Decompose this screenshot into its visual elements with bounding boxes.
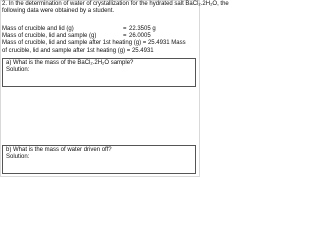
- question-line-1: 2. In the determination of water of crystallization for the hydrated salt BaCl₂.2H₂O, the: [2, 1, 229, 7]
- answer-box-part-a: [2, 58, 196, 87]
- data-row-crucible-lid-sample: [2, 33, 196, 40]
- data-row-label: of crucible, lid and sample after 1st heating (g): [2, 47, 126, 54]
- part-a-solution-label: Solution:: [6, 67, 30, 74]
- data-row-crucible-lid: [2, 26, 196, 33]
- part-b-solution-label: Solution:: [6, 154, 30, 161]
- data-row-value: 25.4931 Mass: [147, 40, 186, 47]
- data-row-after-first-heating: [2, 40, 196, 47]
- part-a-question: a) What is the mass of the BaCl₂.2H₂O sample?: [6, 60, 134, 66]
- data-row-value: 25.4931: [131, 47, 154, 54]
- question-line-2: following data were obtained by a student.: [2, 8, 115, 15]
- data-row-equals: =: [123, 26, 127, 32]
- data-row-equals: =: [142, 40, 147, 47]
- data-row-after-first-heating-repeat: [2, 48, 196, 55]
- data-row-equals: =: [126, 47, 131, 54]
- data-row-label: Mass of crucible and lid (g): [2, 26, 74, 32]
- data-row-value: 26.0005: [129, 33, 151, 40]
- data-row-equals: =: [123, 33, 127, 40]
- part-b-question: b) What is the mass of water driven off?: [6, 147, 112, 153]
- data-table: [2, 26, 196, 55]
- data-row-label: Mass of crucible, lid and sample after 1st heating (g): [2, 40, 142, 47]
- data-row-value: 22.3505 g: [129, 26, 156, 32]
- question-text: [2, 1, 229, 15]
- data-row-label: Mass of crucible, lid and sample (g): [2, 33, 97, 40]
- answer-box-part-b: [2, 145, 196, 174]
